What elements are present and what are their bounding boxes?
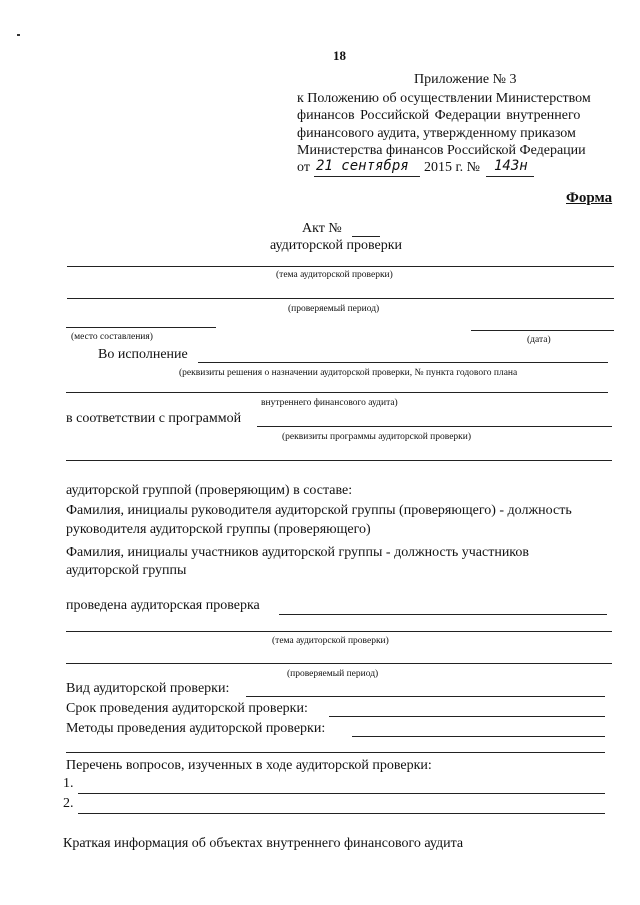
question-2-number: 2. <box>63 796 74 811</box>
term-label: Срок проведения аудиторской проверки: <box>66 701 308 716</box>
leader-line-1: Фамилия, инициалы руководителя аудиторской группы (проверяющего) - должность <box>66 503 572 518</box>
program-label: в соответствии с программой <box>66 411 242 426</box>
appendix-line-4: Министерства финансов Российской Федерации <box>297 143 586 158</box>
conducted-field <box>279 614 607 615</box>
execution-field <box>198 362 608 363</box>
group-label: аудиторской группой (проверяющим) в составе: <box>66 483 353 498</box>
appendix-line-3: финансового аудита, утвержденному приказом <box>297 126 576 141</box>
conducted-label: проведена аудиторская проверка <box>66 598 260 613</box>
appendix-day-month: 21 сентября <box>316 158 409 174</box>
topic-hint: (тема аудиторской проверки) <box>276 270 393 280</box>
methods-field-2 <box>66 752 605 753</box>
act-title: Акт № <box>302 221 342 236</box>
date-hint: (дата) <box>527 335 551 345</box>
type-label: Вид аудиторской проверки: <box>66 681 230 696</box>
execution-field-2 <box>66 392 608 393</box>
period-field-2 <box>66 663 612 664</box>
order-number-underline <box>486 176 534 177</box>
members-line-1: Фамилия, инициалы участников аудиторской группы - должность участников <box>66 545 530 560</box>
scan-speck <box>17 34 20 36</box>
period-hint-2: (проверяемый период) <box>287 669 379 679</box>
question-1-number: 1. <box>63 776 74 791</box>
day-month-underline <box>314 176 420 177</box>
topic-field <box>67 266 614 267</box>
period-hint: (проверяемый период) <box>288 304 380 314</box>
appendix-line-1: к Положению об осуществлении Министерством <box>297 91 591 106</box>
form-label: Форма <box>566 190 613 206</box>
members-line-2: аудиторской группы <box>66 563 187 578</box>
period-field <box>67 298 614 299</box>
appendix-order-number: 143н <box>494 158 528 174</box>
appendix-title: Приложение № 3 <box>414 72 517 87</box>
appendix-year: 2015 г. № <box>424 160 481 175</box>
topic-hint-2: (тема аудиторской проверки) <box>272 636 389 646</box>
act-number-field <box>352 236 380 237</box>
program-field-2 <box>66 460 612 461</box>
leader-line-2: руководителя аудиторской группы (проверяющего) <box>66 522 371 537</box>
questions-label: Перечень вопросов, изученных в ходе аудиторской проверки: <box>66 758 432 773</box>
question-1-field <box>78 793 605 794</box>
conducted-field-2 <box>66 631 612 632</box>
decision-hint-2: внутреннего финансового аудита) <box>261 398 398 408</box>
decision-hint-1: (реквизиты решения о назначении аудиторской проверки, № пункта годового плана <box>179 368 518 378</box>
term-field <box>329 716 605 717</box>
methods-field <box>352 736 605 737</box>
appendix-line-2: финансов Российской Федерации внутреннего <box>297 108 581 123</box>
page-number: 18 <box>333 48 346 63</box>
execution-label: Во исполнение <box>98 347 188 362</box>
program-field <box>257 426 612 427</box>
methods-label: Методы проведения аудиторской проверки: <box>66 721 326 736</box>
appendix-date-prefix: от <box>297 160 310 175</box>
place-hint: (место составления) <box>71 332 153 342</box>
place-field <box>66 327 216 328</box>
program-hint: (реквизиты программы аудиторской проверки) <box>282 432 472 442</box>
date-field <box>471 330 614 331</box>
question-2-field <box>78 813 605 814</box>
type-field <box>246 696 605 697</box>
act-subtitle: аудиторской проверки <box>270 238 402 253</box>
brief-info-label: Краткая информация об объектах внутреннего финансового аудита <box>63 836 464 851</box>
